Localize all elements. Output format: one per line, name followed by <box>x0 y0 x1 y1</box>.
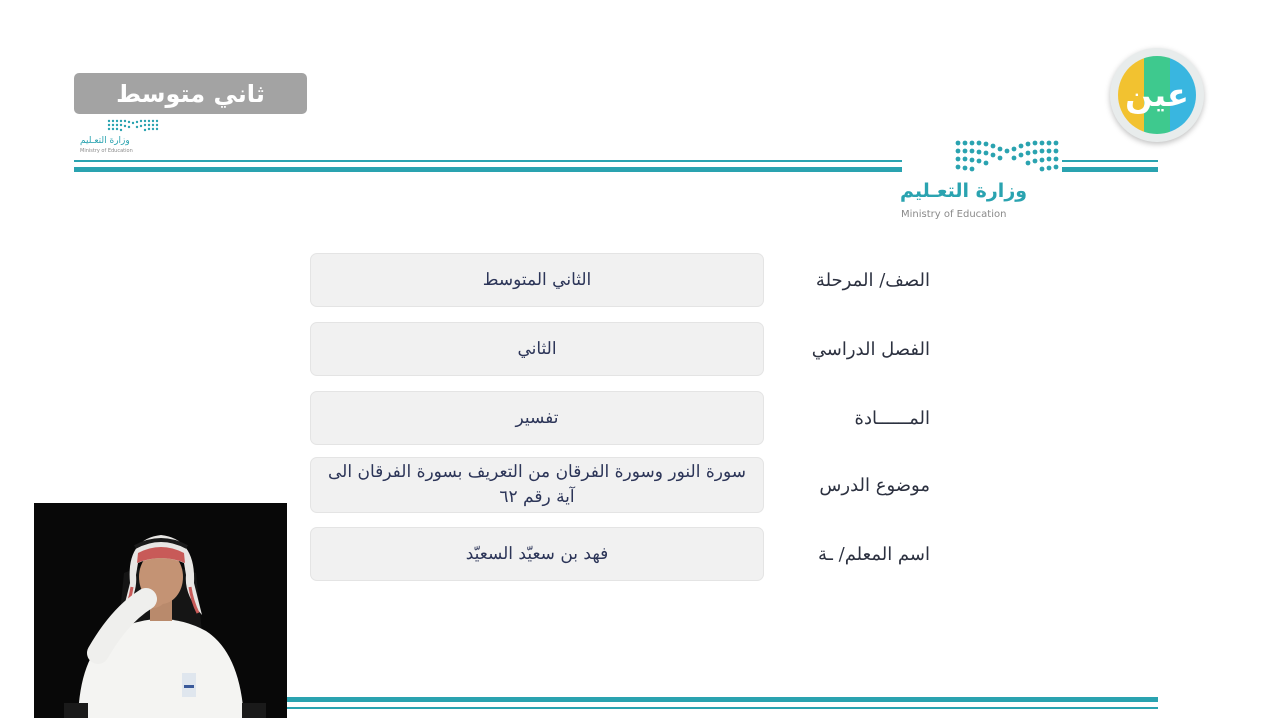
info-row-subject <box>310 391 930 445</box>
header-divider-top <box>74 160 902 162</box>
info-value-teacher: فهد بن سعيّد السعيّد <box>310 527 764 581</box>
ministry-dots-icon <box>954 138 1064 174</box>
ministry-logo <box>898 138 1068 224</box>
info-value-semester: الثاني <box>310 322 764 376</box>
footer-divider-top <box>287 697 1158 702</box>
info-row-teacher <box>310 527 930 581</box>
ministry-logo-small <box>76 116 166 158</box>
info-label-topic: موضوع الدرس <box>819 474 930 496</box>
footer-divider-bottom <box>287 707 1158 709</box>
info-label-teacher: اسم المعلم/ ـة <box>817 543 930 565</box>
ministry-dots-icon <box>106 118 160 132</box>
info-row-grade <box>310 253 930 307</box>
ein-logo-text: عين <box>1125 76 1189 114</box>
ein-channel-logo <box>1110 48 1204 142</box>
ministry-name-ar: وزارة التعـليم <box>900 180 1028 202</box>
grade-badge: ثاني متوسط <box>74 73 307 114</box>
info-label-semester: الفصل الدراسي <box>811 338 930 360</box>
ministry-name-ar-small: وزارة التعـليم <box>80 136 130 146</box>
ministry-name-en-small: Ministry of Education <box>80 148 133 154</box>
header-divider-bottom <box>74 167 902 172</box>
presenter-video <box>34 503 287 718</box>
info-row-topic <box>310 457 930 513</box>
info-row-semester <box>310 322 930 376</box>
info-value-subject: تفسير <box>310 391 764 445</box>
info-label-subject: المــــــادة <box>854 407 930 429</box>
info-value-grade: الثاني المتوسط <box>310 253 764 307</box>
header-divider-right-bottom <box>1062 167 1158 172</box>
ministry-name-en: Ministry of Education <box>901 209 1007 220</box>
presenter-figure <box>34 503 287 718</box>
info-value-topic: سورة النور وسورة الفرقان من التعريف بسورة الفرقان الى آية رقم ٦٢ <box>310 457 764 513</box>
header-divider-right-top <box>1062 160 1158 162</box>
info-label-grade: الصف/ المرحلة <box>815 269 930 291</box>
